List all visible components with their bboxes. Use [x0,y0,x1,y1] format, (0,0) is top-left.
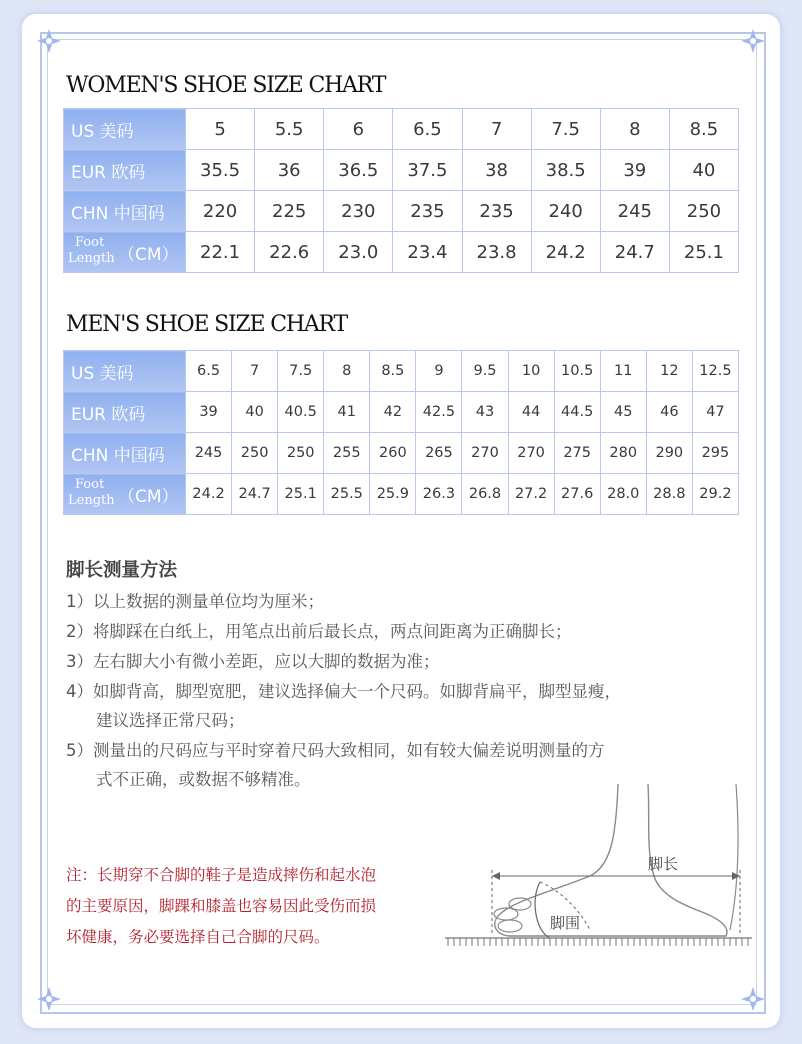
measure-step-4-line2: 建议选择正常尺码； [96,711,245,730]
size-cell: 275 [554,433,600,474]
length-word: Length [68,251,115,266]
size-cell: 23.4 [393,232,462,273]
size-cell: 250 [278,433,324,474]
row-label-foot-length [64,232,186,273]
size-cell: 290 [646,433,692,474]
row-label-us: US 美码 [64,109,186,150]
size-cell: 12.5 [692,351,738,392]
size-cell: 39 [600,150,669,191]
measure-step-5-line1: 5）测量出的尺码应与平时穿着尺码大致相同，如有较大偏差说明测量的方 [66,741,605,760]
size-cell: 25.5 [324,474,370,515]
men-chart-title: MEN'S SHOE SIZE CHART [66,312,347,337]
size-cell: 11 [600,351,646,392]
size-cell: 230 [324,191,393,232]
size-cell: 7 [232,351,278,392]
corner-ornament-icon [740,986,766,1012]
size-cell: 24.2 [531,232,600,273]
measure-step-5-line2: 式不正确，或数据不够精准。 [96,770,311,789]
warning-note-line: 坏健康，务必要选择自己合脚的尺码。 [66,928,330,946]
size-cell: 9 [416,351,462,392]
measure-step-4-line1: 4）如脚背高，脚型宽肥，建议选择偏大一个尺码。如脚背扁平，脚型显瘦， [66,682,621,701]
size-cell: 42.5 [416,392,462,433]
corner-ornament-icon [36,28,62,54]
size-cell: 7.5 [531,109,600,150]
corner-ornament-icon [36,986,62,1012]
foot-measurement-illustration [440,780,755,955]
size-cell: 26.3 [416,474,462,515]
size-cell: 10 [508,351,554,392]
size-cell: 24.2 [186,474,232,515]
size-cell: 10.5 [554,351,600,392]
size-cell: 240 [531,191,600,232]
size-cell: 44.5 [554,392,600,433]
table-row [64,150,739,191]
size-cell: 26.8 [462,474,508,515]
foot-girth-label: 脚围 [550,914,581,932]
size-cell: 225 [255,191,324,232]
row-label-eur: EUR 欧码 [64,150,186,191]
size-cell: 22.1 [186,232,255,273]
size-cell: 8.5 [370,351,416,392]
size-cell: 265 [416,433,462,474]
size-cell: 270 [508,433,554,474]
size-cell: 245 [600,191,669,232]
size-cell: 24.7 [600,232,669,273]
size-cell: 24.7 [232,474,278,515]
table-row [64,392,739,433]
size-cell: 40 [232,392,278,433]
table-row [64,351,739,392]
size-cell: 220 [186,191,255,232]
measure-step-4 [66,677,621,735]
size-cell: 44 [508,392,554,433]
corner-ornament-icon [740,28,766,54]
table-row [64,109,739,150]
size-cell: 22.6 [255,232,324,273]
size-cell: 36.5 [324,150,393,191]
size-cell: 27.2 [508,474,554,515]
measure-step-2: 2）将脚踩在白纸上，用笔点出前后最长点，两点间距离为正确脚长； [66,622,572,641]
size-cell: 42 [370,392,416,433]
size-cell: 47 [692,392,738,433]
men-size-table [63,350,739,515]
size-cell: 5 [186,109,255,150]
size-cell: 8 [324,351,370,392]
size-cell: 40 [669,150,738,191]
size-cell: 8.5 [669,109,738,150]
size-cell: 295 [692,433,738,474]
size-cell: 5.5 [255,109,324,150]
size-cell: 250 [669,191,738,232]
row-label-us: US 美码 [64,351,186,392]
warning-note [66,860,446,953]
size-cell: 25.9 [370,474,416,515]
size-cell: 29.2 [692,474,738,515]
foot-outline-icon [440,780,755,955]
size-cell: 9.5 [462,351,508,392]
size-cell: 235 [393,191,462,232]
size-cell: 6.5 [393,109,462,150]
size-cell: 235 [462,191,531,232]
size-cell: 46 [646,392,692,433]
size-cell: 38 [462,150,531,191]
size-cell: 6.5 [186,351,232,392]
size-cell: 12 [646,351,692,392]
size-cell: 23.8 [462,232,531,273]
size-cell: 35.5 [186,150,255,191]
foot-word: Foot [75,235,105,250]
warning-note-line: 的主要原因，脚踝和膝盖也容易因此受伤而损 [66,897,377,915]
row-label-chn: CHN 中国码 [64,433,186,474]
women-chart-title: WOMEN'S SHOE SIZE CHART [66,73,386,98]
size-cell: 28.0 [600,474,646,515]
size-cell: 260 [370,433,416,474]
size-cell: 250 [232,433,278,474]
size-cell: 245 [186,433,232,474]
measure-step-3: 3）左右脚大小有微小差距，应以大脚的数据为准； [66,652,440,671]
size-cell: 7 [462,109,531,150]
measure-step-1: 1）以上数据的测量单位均为厘米； [66,592,324,611]
size-cell: 28.8 [646,474,692,515]
size-cell: 27.6 [554,474,600,515]
size-cell: 37.5 [393,150,462,191]
foot-length-label: 脚长 [648,855,679,873]
row-label-eur: EUR 欧码 [64,392,186,433]
table-row [64,474,739,515]
size-cell: 6 [324,109,393,150]
warning-note-line: 注：长期穿不合脚的鞋子是造成摔伤和起水泡 [66,866,377,884]
size-cell: 25.1 [278,474,324,515]
size-cell: 255 [324,433,370,474]
size-cell: 8 [600,109,669,150]
size-cell: 41 [324,392,370,433]
length-word: Length [68,493,115,508]
women-size-table [63,108,739,273]
size-cell: 43 [462,392,508,433]
cm-unit: （CM） [118,245,179,265]
size-cell: 25.1 [669,232,738,273]
size-cell: 45 [600,392,646,433]
row-label-chn: CHN 中国码 [64,191,186,232]
size-cell: 23.0 [324,232,393,273]
size-cell: 280 [600,433,646,474]
size-cell: 36 [255,150,324,191]
size-cell: 39 [186,392,232,433]
foot-word: Foot [75,477,105,492]
table-row [64,191,739,232]
table-row [64,433,739,474]
cm-unit: （CM） [118,487,179,507]
size-cell: 38.5 [531,150,600,191]
size-cell: 7.5 [278,351,324,392]
row-label-foot-length [64,474,186,515]
table-row [64,232,739,273]
size-cell: 270 [462,433,508,474]
measure-method-title: 脚长测量方法 [66,560,178,581]
size-cell: 40.5 [278,392,324,433]
